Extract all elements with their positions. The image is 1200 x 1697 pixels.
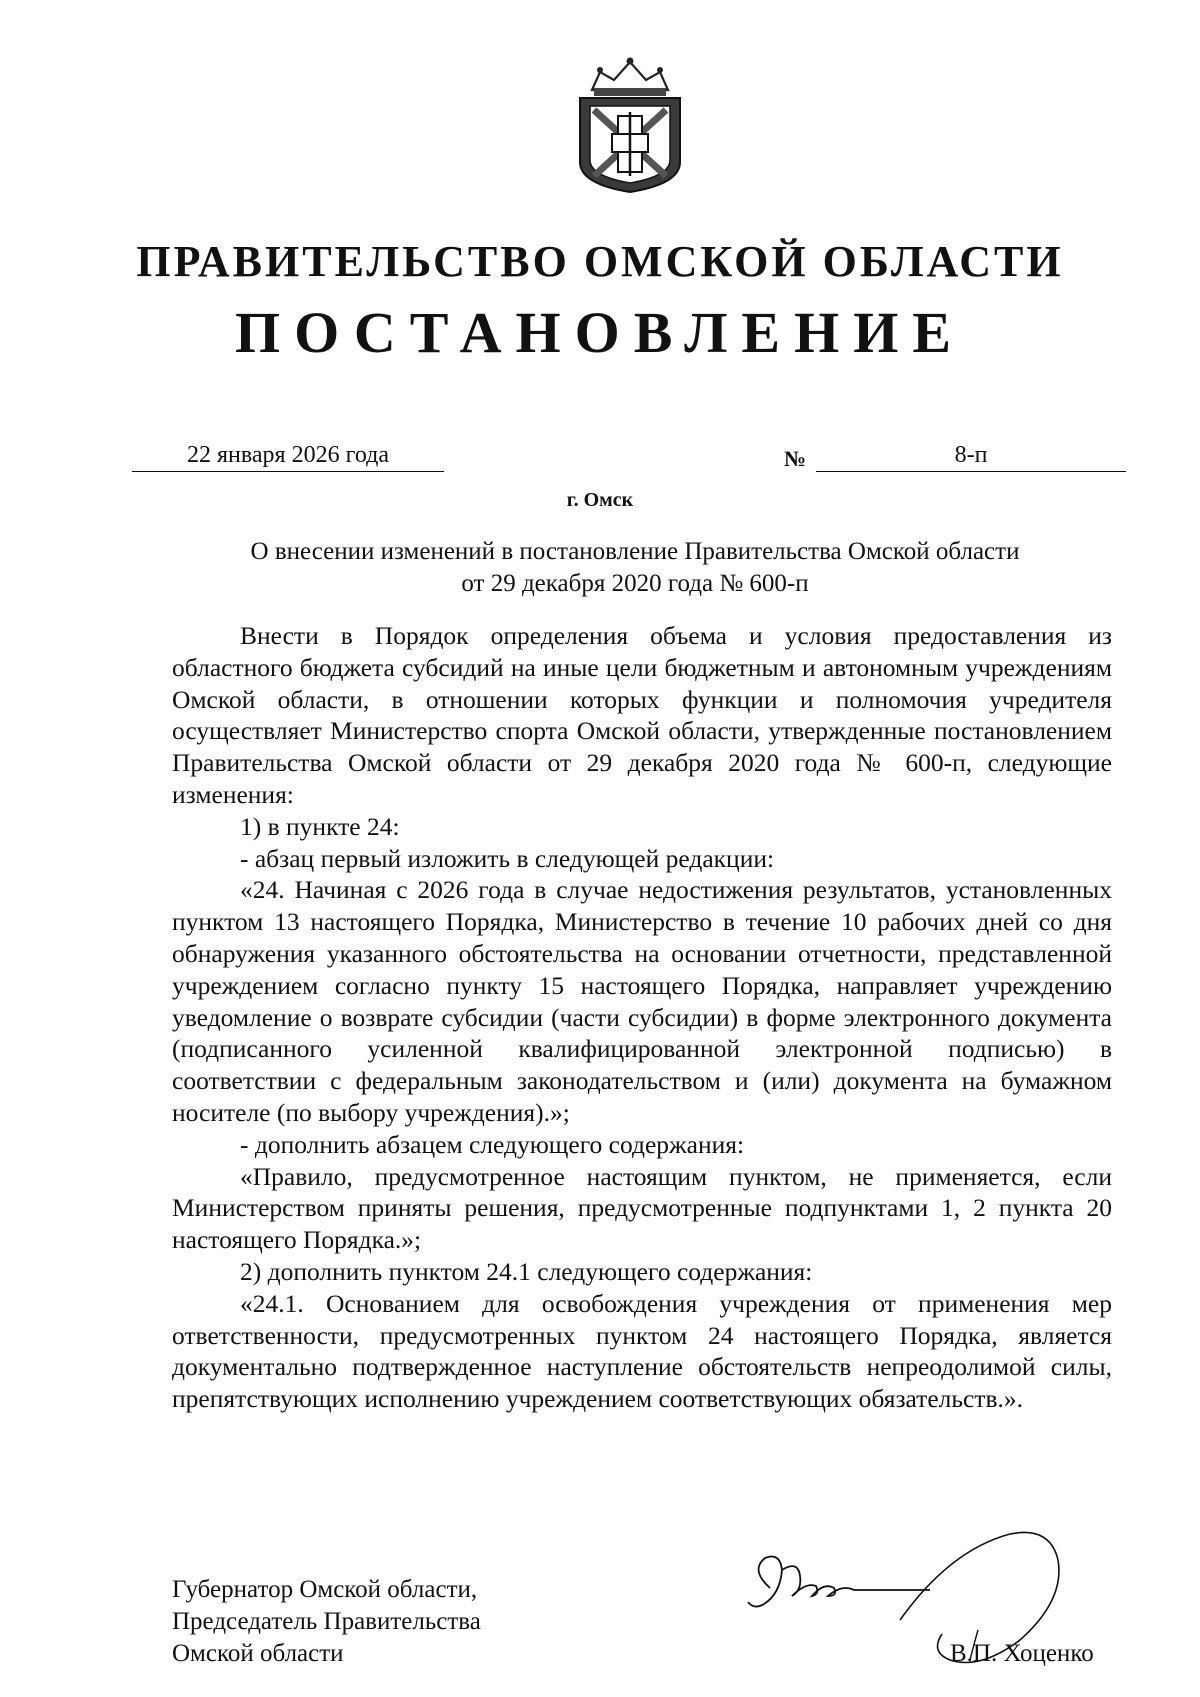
- signatory-title: [172, 1574, 572, 1670]
- signatory-title-line: Председатель Правительства: [172, 1608, 481, 1635]
- body-paragraph: «Правило, предусмотренное настоящим пунктом, не применяется, если Министерством приняты решения, предусмотренные подпунктами 1, 2 пункта 20 настоящего Порядка.»;: [172, 1161, 1112, 1255]
- signatory-title-line: Омской области: [172, 1640, 344, 1667]
- body-paragraph: Внести в Порядок определения объема и условия предоставления из областного бюджета субсидий на иные цели бюджетным и автономным учреждениям Омской области, в отношении которых функции и полномочия учредителя осуществляет Министерство спорта Омской области, утвержденные постановлением Правительства Омской области от 29 декабря 2020 года № 600-п, следующие изменения:: [172, 621, 1112, 809]
- document-type-title: ПОСТАНОВЛЕНИЕ: [234, 300, 966, 365]
- number-sign: №: [784, 446, 807, 471]
- body-paragraph: - дополнить абзацем следующего содержания:: [240, 1129, 745, 1159]
- organization-title: ПРАВИТЕЛЬСТВО ОМСКОЙ ОБЛАСТИ: [136, 237, 1064, 286]
- document-city: г. Омск: [566, 489, 634, 511]
- body-paragraph: «24.1. Основанием для освобождения учреждения от применения мер ответственности, предусмотренных пунктом 24 настоящего Порядка, является документально подтвержденное наступление обстоятельств непреодолимой силы, препятствующих исполнению учреждением соответствующих обязательств.».: [172, 1288, 1112, 1414]
- coat-of-arms-icon: [570, 56, 690, 194]
- document-subject: [190, 536, 1080, 600]
- body-paragraph: «24. Начиная с 2026 года в случае недостижения результатов, установленных пунктом 13 настоящего Порядка, Министерство в течение 10 рабочих дней со дня обнаружения указанного обстоятельства на основании отчетности, представленной учреждением согласно пункту 15 настоящего Порядка, направляет учреждению уведомление о возврате субсидии (части субсидии) в форме электронного документа (подписанного усиленной квалифицированной электронной подписью) в соответствии с федеральным законодательством и (или) документа на бумажном носителе (по выбору учреждения).»;: [172, 875, 1112, 1127]
- document-number: 8-п: [816, 441, 1126, 472]
- signatory-name: В.П. Хоценко: [950, 1640, 1094, 1667]
- document-body: [172, 620, 1112, 1415]
- body-paragraph: 2) дополнить пунктом 24.1 следующего содержания:: [240, 1256, 813, 1286]
- subject-line: О внесении изменений в постановление Правительства Омской области: [250, 538, 1020, 565]
- body-paragraph: 1) в пункте 24:: [240, 811, 400, 841]
- document-date: 22 января 2026 года: [132, 441, 444, 472]
- signatory-title-line: Губернатор Омской области,: [172, 1576, 478, 1603]
- body-paragraph: - абзац первый изложить в следующей редакции:: [240, 843, 775, 873]
- subject-line: от 29 декабря 2020 года № 600-п: [461, 570, 809, 597]
